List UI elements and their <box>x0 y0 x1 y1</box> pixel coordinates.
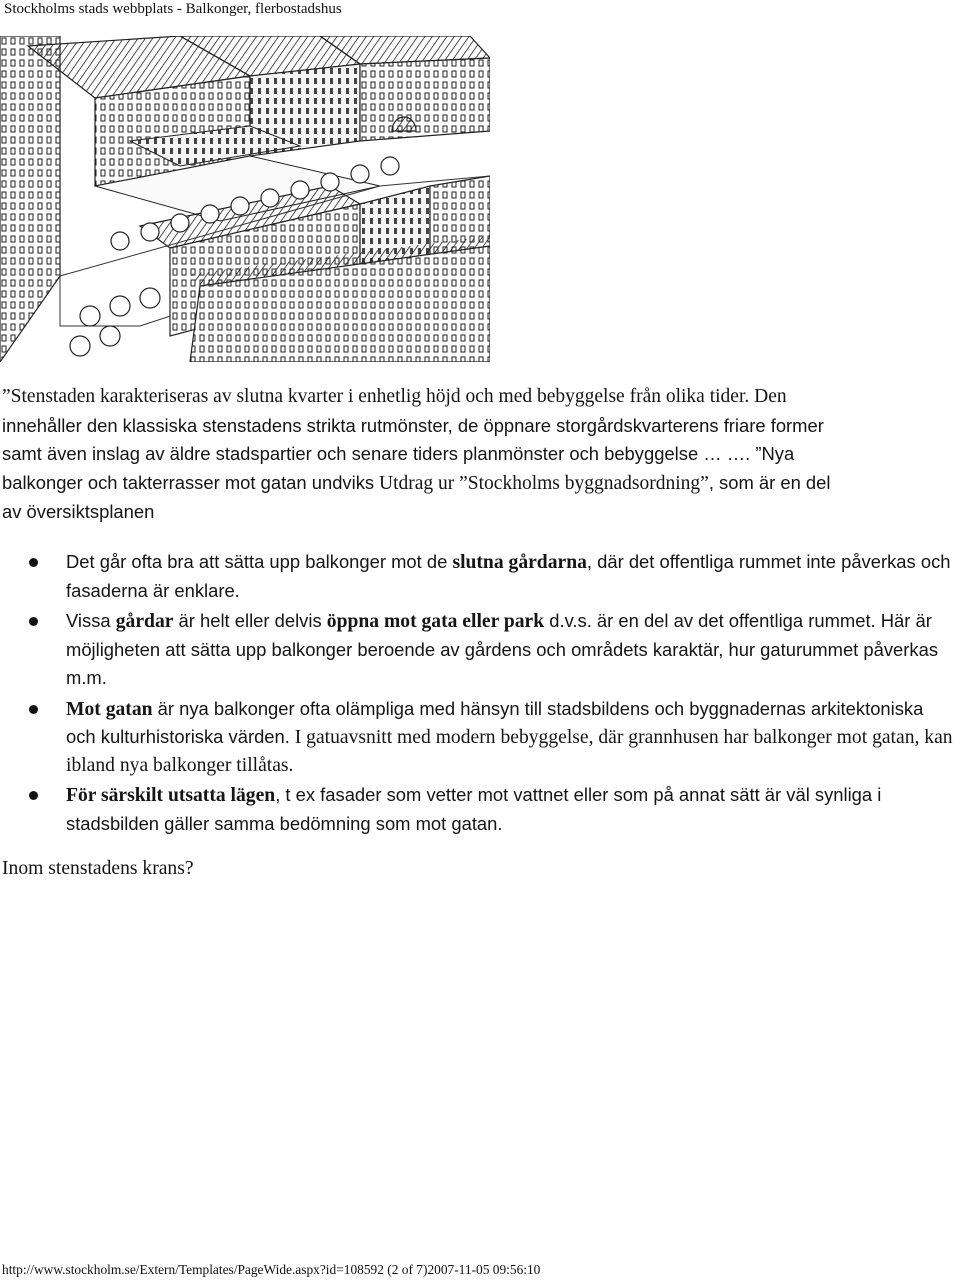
list-item-text: d.v.s. är en del av det offentliga rummet. Här är möjligheten att sätta upp balkonger beroende av gårdens och områdets karaktär, hur gaturummet påverkas m.m. <box>66 610 939 688</box>
list-item-text: , t ex fasader som vetter mot vattnet eller som på annat sätt är väl synliga i stadsbilden gäller samma bedömning som mot gatan. <box>66 784 882 834</box>
list-item-text: , där det offentliga rummet inte påverkas och fasaderna är enklare. <box>66 551 951 601</box>
list-item-text: I gatuavsnitt med modern bebyggelse, där grannhusen har balkonger mot gatan, kan ibland nya balkonger tillåtas. <box>66 727 953 776</box>
list-item <box>0 781 958 838</box>
list-item-text: är nya balkonger ofta olämpliga med hänsyn till stadsbildens och byggnadernas arkitektoniska och kulturhistoriska värden. <box>66 697 924 747</box>
bullet-icon <box>29 705 38 714</box>
intro-line: innehåller den klassiska stenstadens strikta rutmönster, de öppnare storgårdskvarterens friare former <box>2 414 824 436</box>
list-item-text: är helt eller delvis <box>173 610 327 631</box>
bullet-icon <box>29 617 38 626</box>
intro-line <box>2 469 957 499</box>
intro-source-citation: Utdrag ur ”Stockholms byggnadsordning” <box>374 472 709 494</box>
intro-paragraph <box>2 382 957 527</box>
list-item-emphasis: slutna gårdarna <box>452 552 587 573</box>
intro-line: av översiktsplanen <box>2 501 155 522</box>
closing-question: Inom stenstadens krans? <box>2 858 194 879</box>
city-block-drawing-icon <box>0 36 490 362</box>
list-item <box>0 695 958 780</box>
bullet-icon <box>29 558 38 567</box>
intro-line: samt även inslag av äldre stadspartier och senare tiders planmönster och bebyggelse … …. ”Nya <box>2 443 795 464</box>
list-item <box>0 548 958 605</box>
bullet-icon <box>29 791 38 800</box>
list-item <box>0 607 958 693</box>
list-item-emphasis: öppna mot gata eller park <box>326 611 545 632</box>
list-item-emphasis: Mot gatan <box>66 698 153 720</box>
intro-quote-start: ”Stenstaden karakteriseras av slutna kvarter i enhetlig höjd och med bebyggelse från olika tider. Den <box>2 386 787 407</box>
guideline-list <box>0 548 958 840</box>
page-header-title: Stockholms stads webbplats - Balkonger, flerbostadshus <box>4 1 342 17</box>
intro-line-part: balkonger och takterrasser mot gatan undviks <box>2 471 375 493</box>
intro-line <box>2 382 957 412</box>
list-item-emphasis: gårdar <box>115 611 174 632</box>
list-item-text: Vissa <box>66 610 116 631</box>
intro-line-part: , som är en del <box>708 471 831 493</box>
page-footer-url: http://www.stockholm.se/Extern/Templates/PageWide.aspx?id=108592 (2 of 7)2007-11-05 09:56:10 <box>2 1262 541 1277</box>
list-item-text: Det går ofta bra att sätta upp balkonger mot de <box>66 551 453 572</box>
list-item-emphasis: För särskilt utsatta lägen <box>66 785 276 806</box>
